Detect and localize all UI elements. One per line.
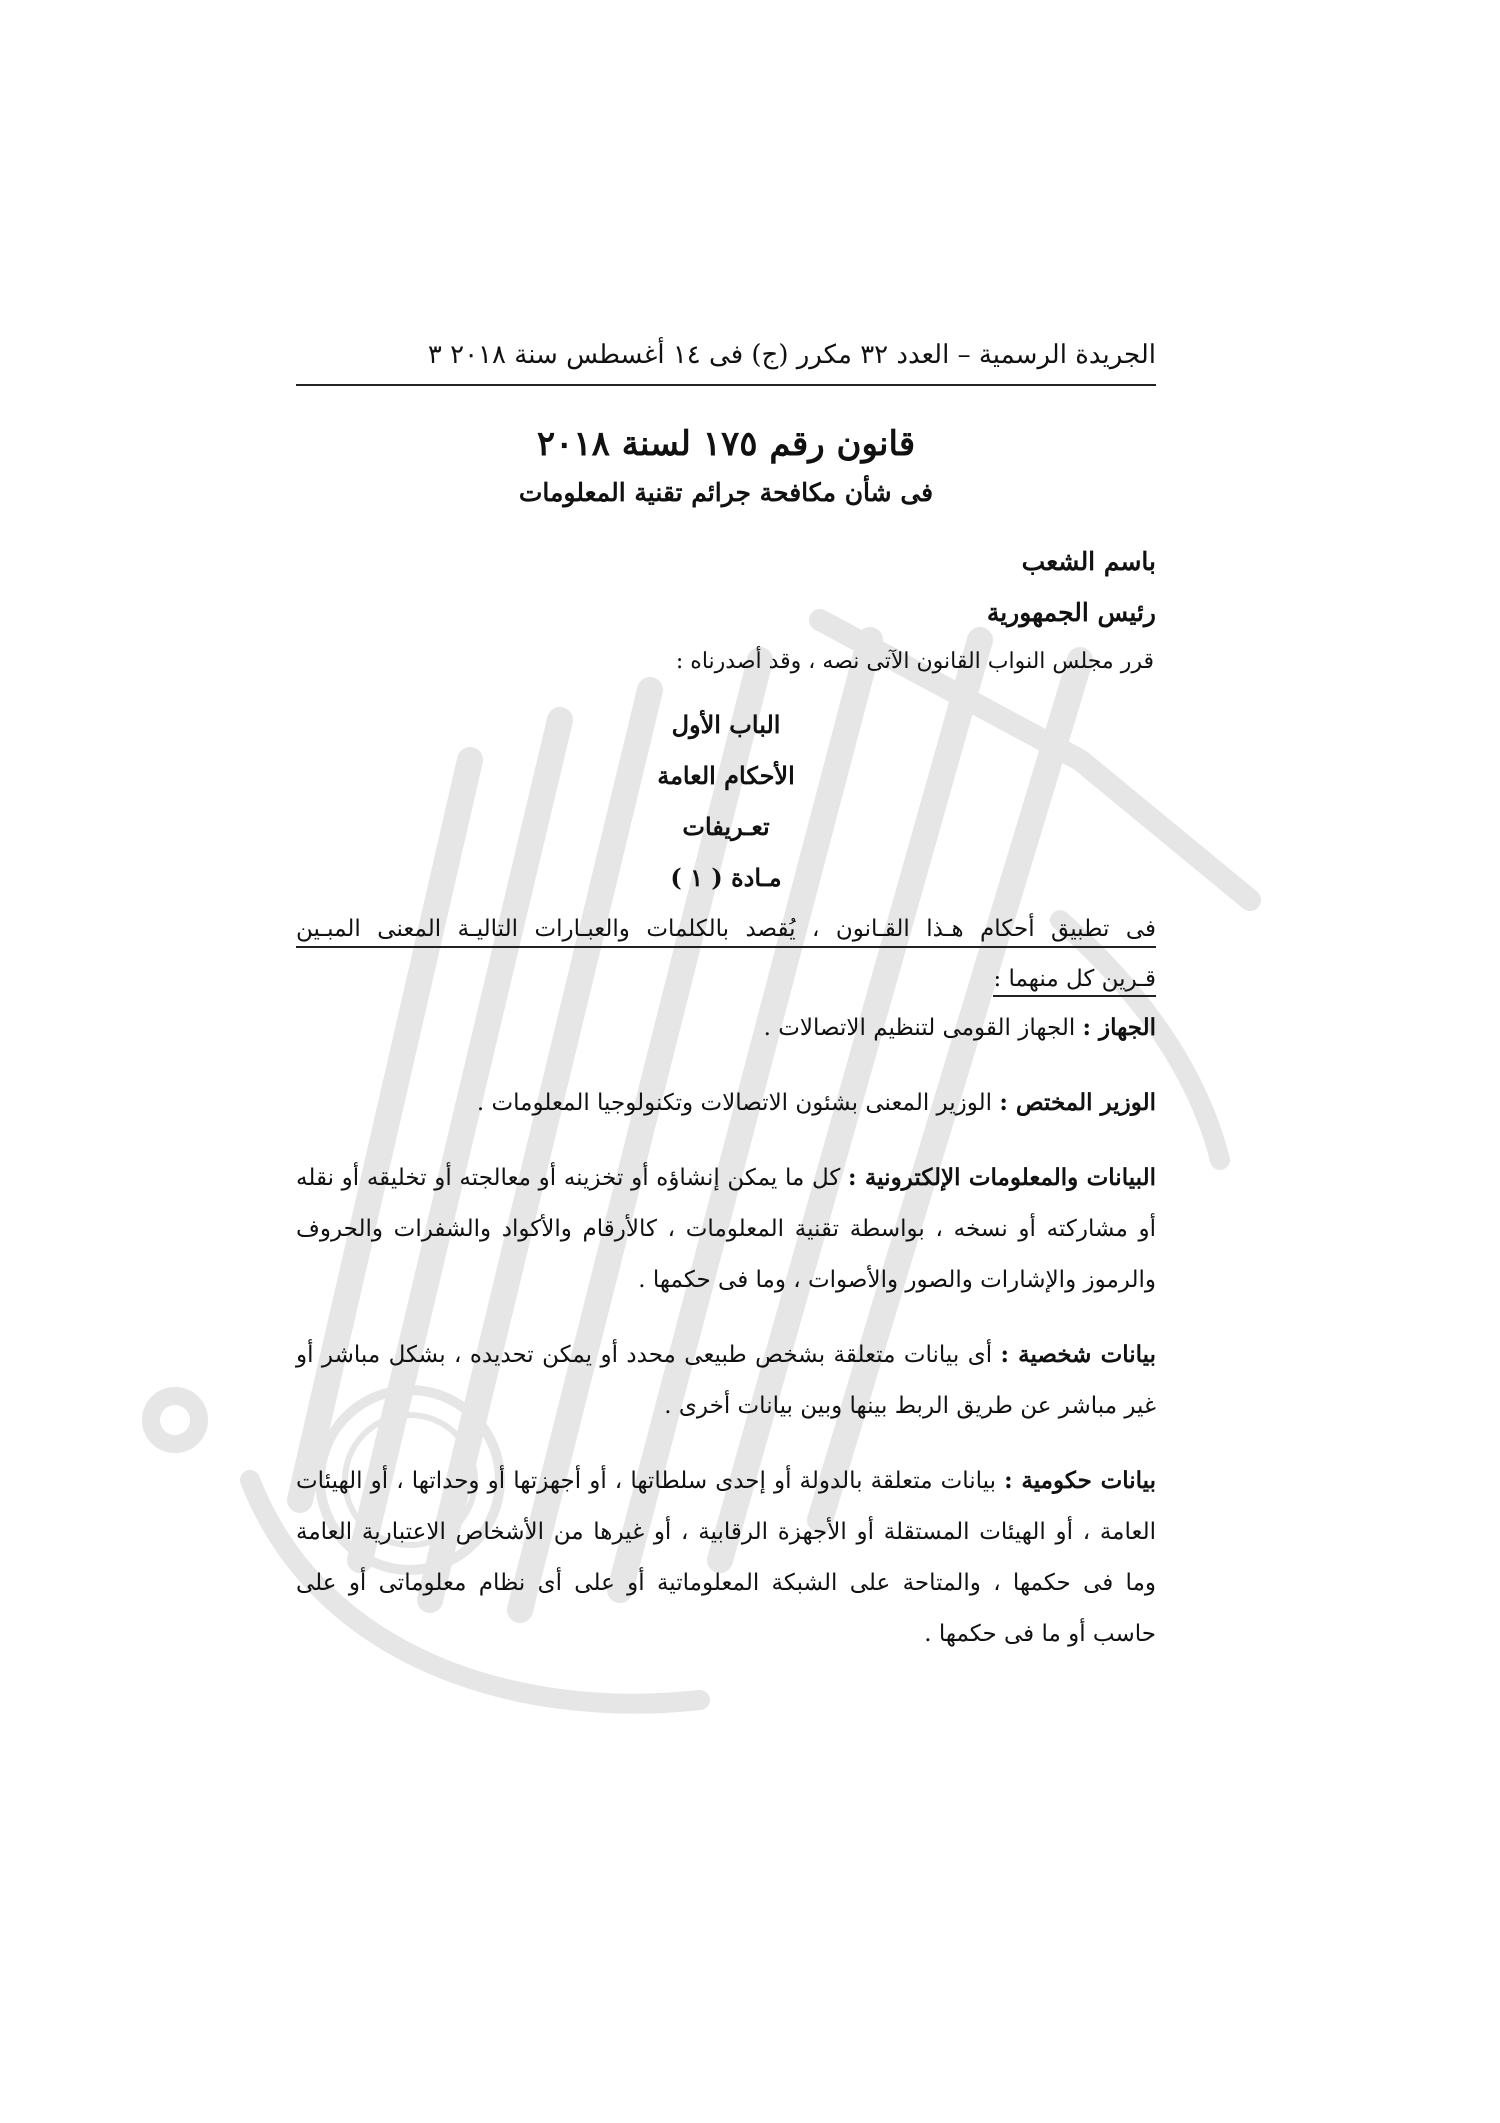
definition-paragraph	[296, 1152, 1156, 1306]
definition-text: بيانات متعلقة بالدولة أو إحدى سلطاتها ، أو أجهزتها أو وحداتها ، أو الهيئات العامة ، أو الهيئات المستقلة أو الأجهزة الرقابية ، أو غيرها من الأشخاص الاعتبارية العامة وما فى حكمها ، والمتاحة على الشبكة المعلوماتية أو على أى نظام معلوماتى أو على حاسب أو ما فى حكمها .	[296, 1468, 1156, 1647]
president-heading: رئيس الجمهورية	[986, 598, 1156, 627]
law-title: قانون رقم ١٧٥ لسنة ٢٠١٨	[536, 424, 916, 464]
definition-paragraph	[296, 1329, 1156, 1432]
definition-text: الجهاز القومى لتنظيم الاتصالات .	[763, 1015, 1083, 1041]
definition-term: بيانات حكومية :	[1004, 1467, 1156, 1494]
in-the-name-of-people: باسم الشعب	[1021, 547, 1156, 576]
law-subtitle: فى شأن مكافحة جرائم تقنية المعلومات	[518, 478, 934, 507]
definition-term: الجهاز :	[1082, 1014, 1156, 1041]
definition-text: أى بيانات متعلقة بشخص طبيعى محدد أو يمكن تحديده ، بشكل مباشر أو غير مباشر عن طريق الربط بينها وبين بيانات أخرى .	[296, 1342, 1156, 1419]
definition-term: بيانات شخصية :	[1000, 1341, 1156, 1368]
article-lead-continuation	[296, 966, 1156, 992]
article-lead	[296, 916, 1156, 948]
chapter-heading: الباب الأول	[671, 710, 781, 739]
gazette-page	[296, 340, 1156, 1683]
definition-paragraph	[296, 1455, 1156, 1660]
definition-paragraph	[296, 1002, 1156, 1054]
definition-text: الوزير المعنى بشئون الاتصالات وتكنولوجيا المعلومات .	[476, 1090, 1000, 1116]
preamble-text: قرر مجلس النواب القانون الآتى نصه ، وقد أصدرناه :	[675, 649, 1154, 674]
gazette-header: الجريدة الرسمية – العدد ٣٢ مكرر (ج) فى ١٤ أغسطس سنة ٢٠١٨ ٣	[296, 340, 1156, 386]
definition-paragraph	[296, 1077, 1156, 1129]
section-heading: تعـريفات	[682, 812, 770, 841]
article-heading: مـادة ( ١ )	[670, 863, 782, 892]
chapter-title: الأحكام العامة	[657, 761, 795, 790]
definition-text: كل ما يمكن إنشاؤه أو تخزينه أو معالجته أو تخليقه أو نقله أو مشاركته أو نسخه ، بواسطة تقنية المعلومات ، كالأرقام والأكواد والشفرات والحروف والرموز والإشارات والصور والأصوات ، وما فى حكمها .	[296, 1165, 1156, 1293]
article-lead-line: فى تطبيق أحكام هـذا القـانون ، يُقصد بالكلمات والعبـارات التاليـة المعنى المبـين	[296, 916, 1156, 948]
underlined-text: قـرين كل منهما :	[993, 966, 1156, 997]
definition-term: الوزير المختص :	[999, 1089, 1156, 1116]
definition-term: البيانات والمعلومات الإلكترونية :	[848, 1164, 1156, 1191]
